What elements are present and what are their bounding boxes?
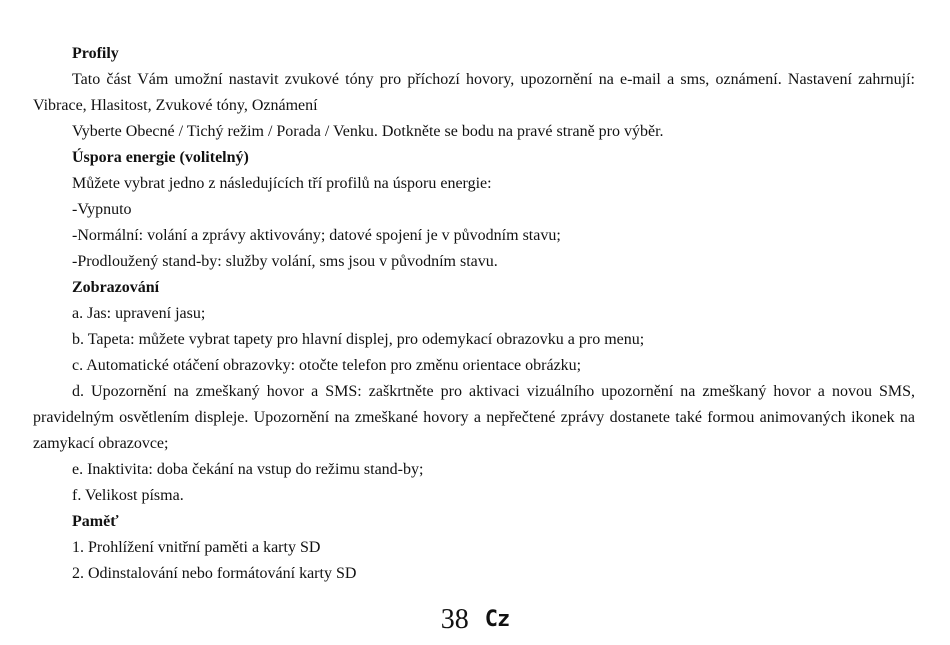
- section-heading-display: Zobrazování: [72, 279, 160, 296]
- display-item-wallpaper: b. Tapeta: můžete vybrat tapety pro hlavní displej, pro odemykací obrazovku a pro menu;: [72, 331, 645, 348]
- display-item-auto-rotate: c. Automatické otáčení obrazovky: otočte telefon pro změnu orientace obrázku;: [72, 357, 582, 374]
- section-heading-profiles: Profily: [72, 45, 119, 62]
- display-item-missed-notifications: d. Upozornění na zmeškaný hovor a SMS: zaškrtněte pro aktivaci vizuálního upozornění na zmeškaný hovor a novou SMS, pravidelným osvětlením displeje. Upozornění na zmeškané hovory a nepřečtené zprávy dostanete také formou animovaných ikonek na zamykací obrazovce;: [33, 383, 915, 452]
- display-item-brightness: a. Jas: upravení jasu;: [72, 305, 206, 322]
- page-footer: [0, 603, 950, 637]
- power-saving-intro: Můžete vybrat jedno z následujících tří profilů na úsporu energie:: [72, 175, 492, 192]
- power-saving-item-normal: -Normální: volání a zprávy aktivovány; datové spojení je v původním stavu;: [72, 227, 561, 244]
- profiles-paragraph: Tato část Vám umožní nastavit zvukové tóny pro příchozí hovory, upozornění na e-mail a sms, oznámení. Nastavení zahrnují: Vibrace, Hlasitost, Zvukové tóny, Oznámení: [33, 71, 915, 114]
- memory-item-browse: 1. Prohlížení vnitřní paměti a karty SD: [72, 539, 321, 556]
- profiles-select-line: Vyberte Obecné / Tichý režim / Porada / Venku. Dotkněte se bodu na pravé straně pro výběr.: [72, 123, 664, 140]
- page-number: 38: [440, 604, 469, 635]
- display-item-font-size: f. Velikost písma.: [72, 487, 184, 504]
- manual-page: [33, 41, 915, 587]
- section-heading-memory: Paměť: [72, 513, 119, 530]
- power-saving-item-extended: -Prodloužený stand-by: služby volání, sms jsou v původním stavu.: [72, 253, 498, 270]
- section-heading-power-saving: Úspora energie (volitelný): [72, 149, 249, 166]
- power-saving-item-off: -Vypnuto: [72, 201, 132, 218]
- display-item-inactivity: e. Inaktivita: doba čekání na vstup do režimu stand-by;: [72, 461, 424, 478]
- language-code: Cz: [484, 607, 510, 632]
- memory-item-format: 2. Odinstalování nebo formátování karty SD: [72, 565, 357, 582]
